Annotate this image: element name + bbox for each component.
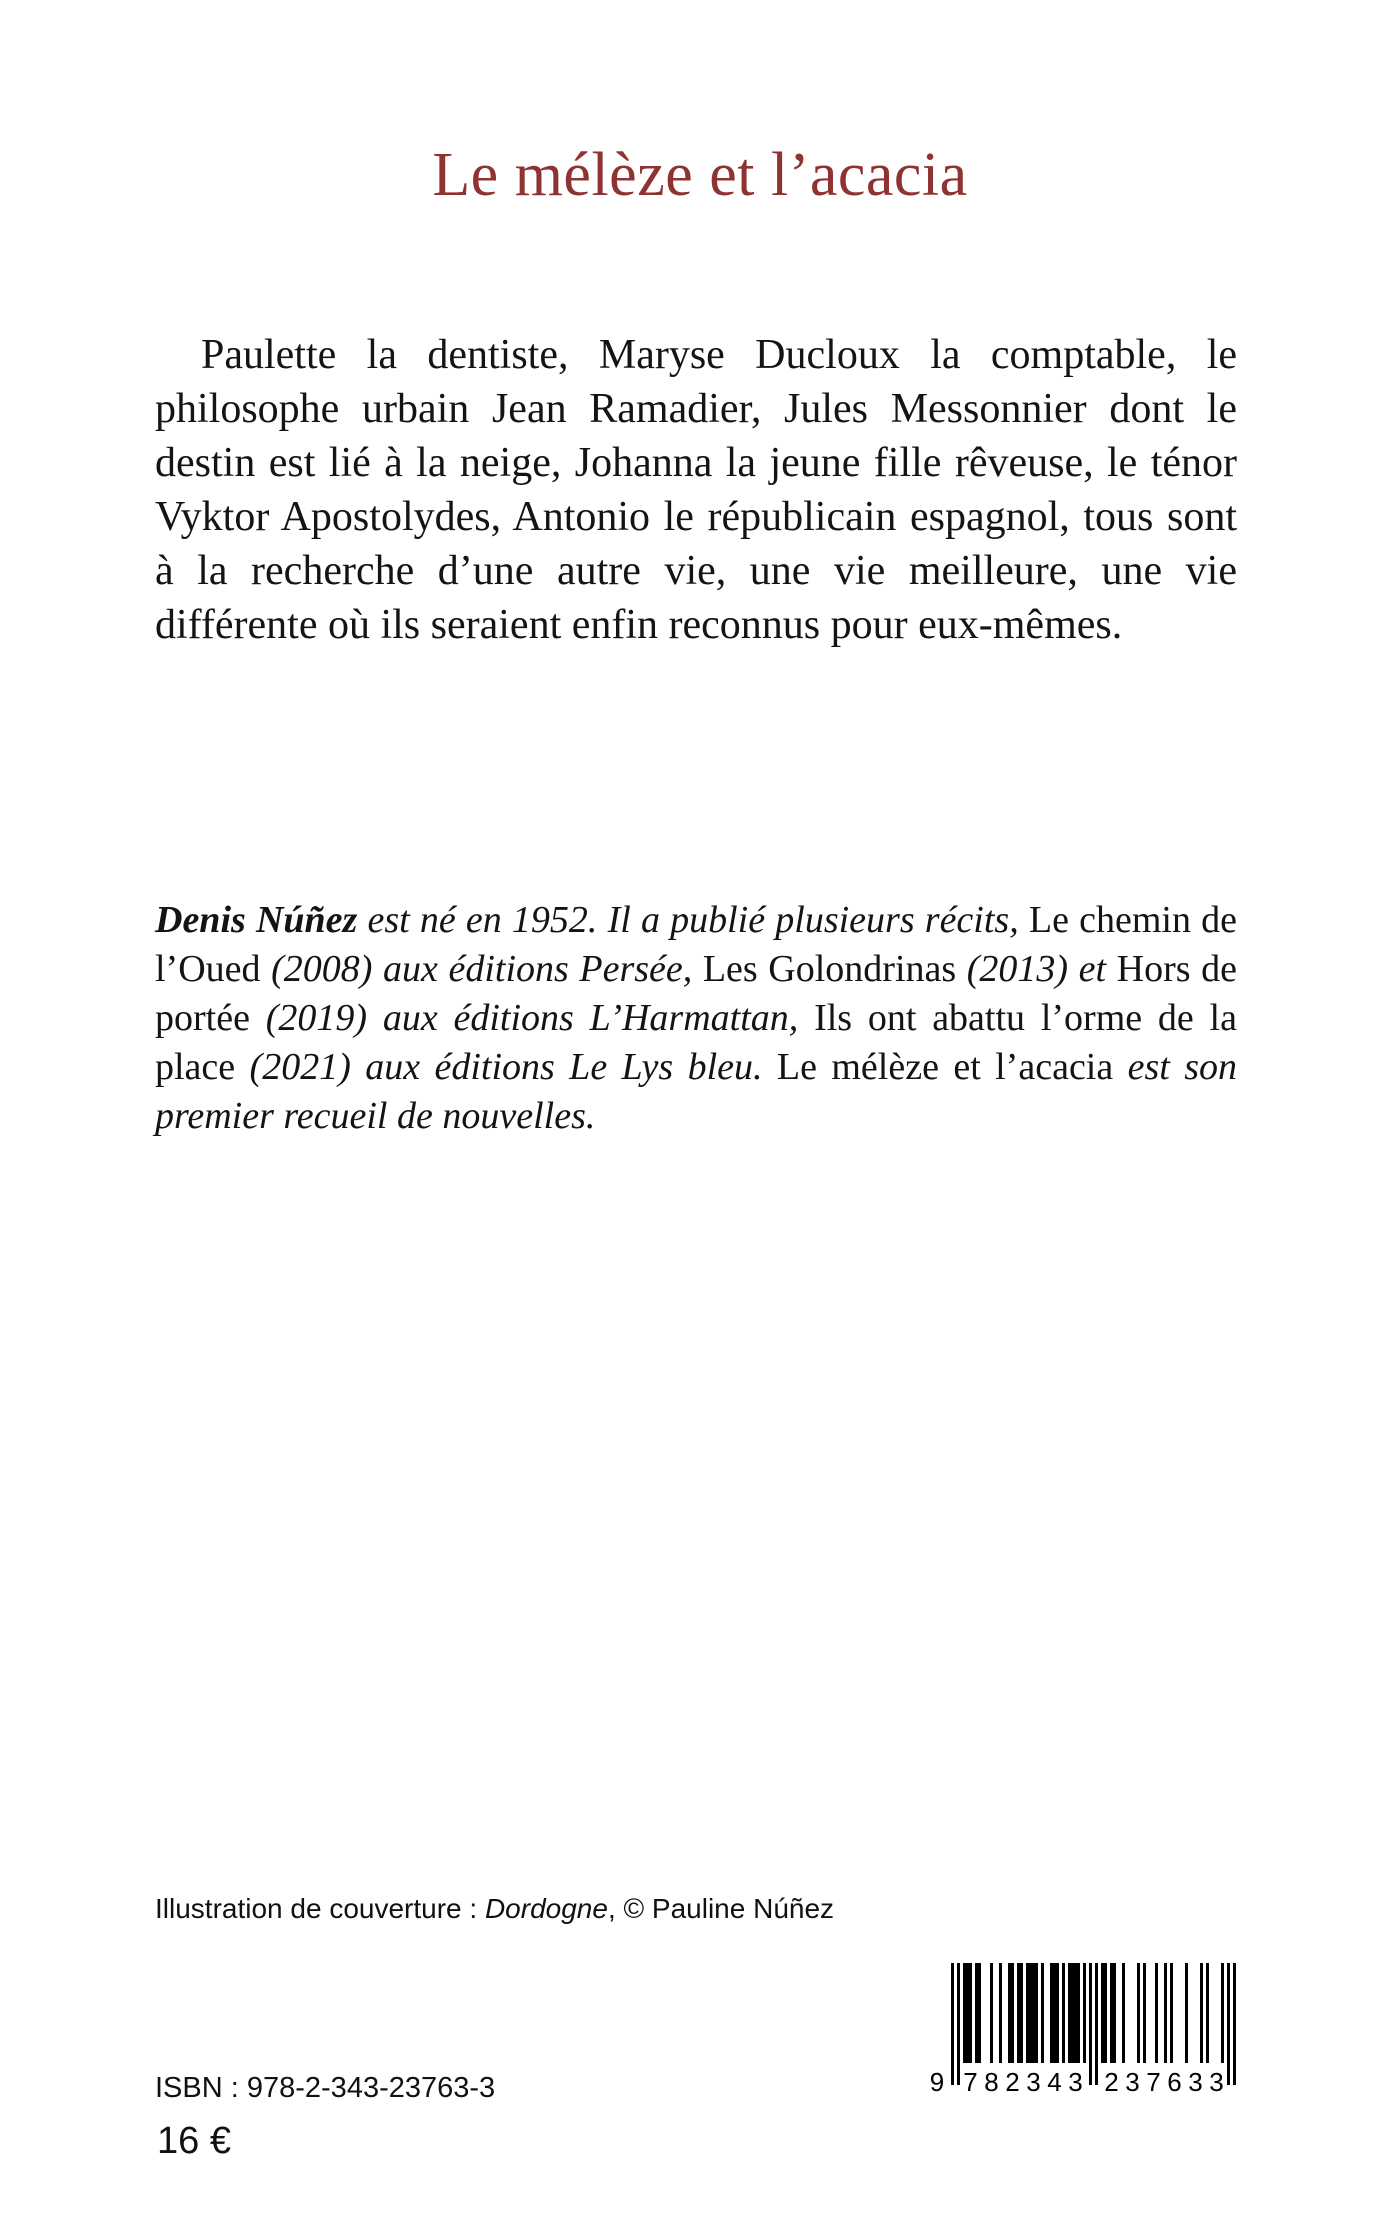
svg-text:3: 3	[1188, 2067, 1203, 2095]
svg-text:3: 3	[1068, 2067, 1083, 2095]
cover-illustration-credit	[155, 1893, 834, 1925]
book-title: Le mélèze et l’acacia	[432, 141, 968, 209]
text-segment: (2008) aux éditions Persée,	[260, 948, 703, 990]
text-segment: Denis Núñez	[155, 899, 358, 941]
text-segment: Le chemin de l’Oued	[155, 899, 1237, 990]
text-segment: Le mélèze et l’acacia	[776, 1046, 1114, 1088]
svg-text:7: 7	[1146, 2067, 1161, 2095]
svg-text:3: 3	[1209, 2067, 1224, 2095]
svg-text:8: 8	[984, 2067, 999, 2095]
svg-text:3: 3	[1125, 2067, 1140, 2095]
text-segment: est né en 1952. Il a publié plusieurs récits,	[357, 899, 1029, 941]
svg-text:2: 2	[1104, 2067, 1119, 2095]
isbn-label: ISBN : 978-2-343-23763-3	[155, 2072, 496, 2104]
synopsis-paragraph: Paulette la dentiste, Maryse Ducloux la comptable, le philosophe urbain Jean Ramadier, Jules Messonnier dont le destin est lié à la neige, Johanna la jeune fille rêveuse, le ténor Vyktor Apostolydes, Antonio le républicain espagnol, tous sont à la recherche d’une autre vie, une vie meilleure, une vie différente où ils seraient enfin reconnus pour eux-mêmes.	[155, 332, 1237, 648]
svg-text:2: 2	[1005, 2067, 1020, 2095]
text-segment: Illustration de couverture :	[155, 1893, 485, 1924]
text-segment: Les Golondrinas	[702, 948, 957, 990]
svg-text:4: 4	[1047, 2067, 1062, 2095]
author-bio	[155, 896, 1237, 1141]
text-segment: , © Pauline Núñez	[607, 1893, 835, 1924]
text-segment: est son premier recueil de nouvelles.	[155, 1046, 1237, 1137]
text-segment: (2019) aux éditions L’Harmattan,	[249, 997, 815, 1039]
text-segment: (2021) aux éditions Le Lys bleu.	[235, 1046, 777, 1088]
svg-text:6: 6	[1167, 2067, 1182, 2095]
text-segment: Ils ont abattu l’orme de la place	[155, 997, 1237, 1088]
text-segment: Hors de portée	[155, 948, 1238, 1039]
svg-text:9: 9	[929, 2067, 945, 2095]
svg-text:3: 3	[1026, 2067, 1041, 2095]
text-segment: (2013) et	[956, 948, 1117, 990]
svg-text:7: 7	[963, 2067, 978, 2095]
ean-barcode	[927, 1963, 1240, 2095]
text-segment: Dordogne	[484, 1893, 608, 1924]
price-label: 16 €	[157, 2120, 231, 2162]
